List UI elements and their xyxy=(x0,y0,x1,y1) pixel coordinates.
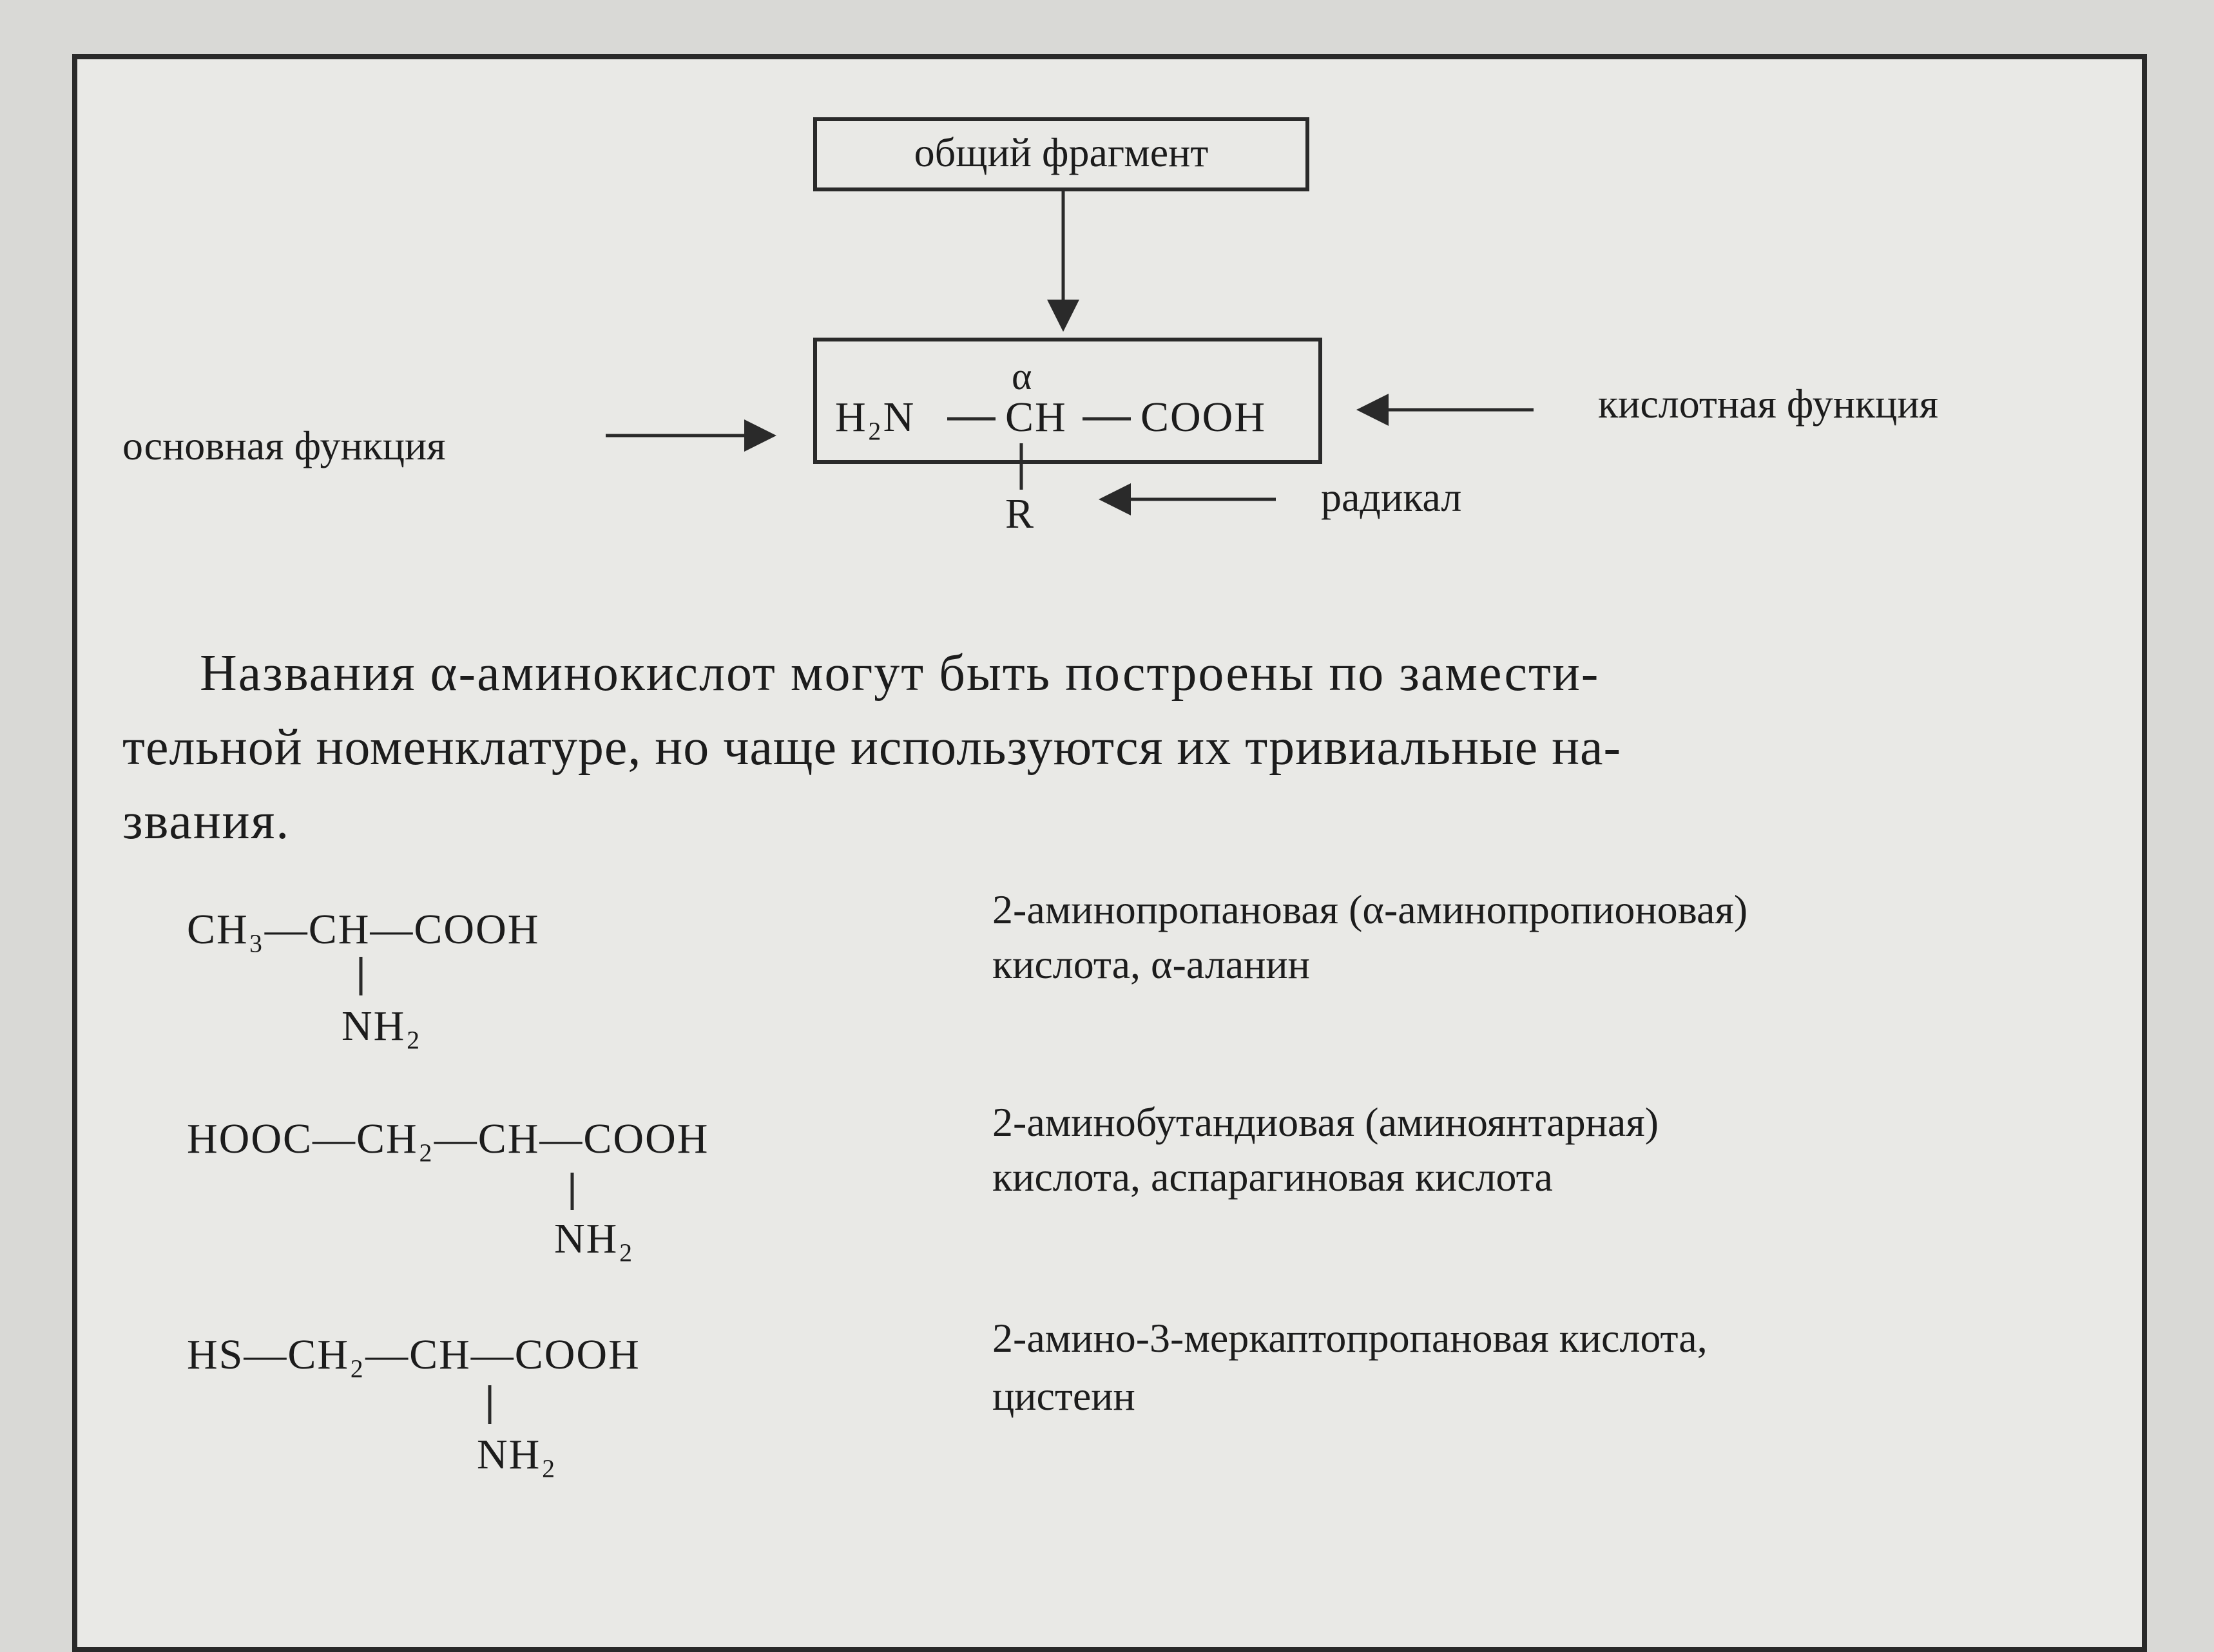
alanine-nh2: NH₂ xyxy=(342,1003,422,1050)
cysteine-name-line-2: цистеин xyxy=(992,1373,1135,1419)
aspartic-name-line-1: 2-аминобутандиовая (аминоянтарная) xyxy=(992,1099,1659,1145)
cysteine-formula: HS—CH₂—CH—COOH xyxy=(187,1331,640,1378)
acid-function-label: кислотная функция xyxy=(1598,381,1939,427)
basic-function-label: основная функция xyxy=(122,423,446,468)
paragraph-line-3: звания. xyxy=(122,793,291,850)
cysteine-nh2: NH₂ xyxy=(477,1431,557,1478)
paragraph-line-2: тельной номенклатуре, но чаще используются их тривиальные на- xyxy=(122,719,1622,776)
alanine-formula: CH₃—CH—COOH xyxy=(187,906,540,953)
aspartic-name-line-2: кислота, аспарагиновая кислота xyxy=(992,1154,1553,1200)
formula-r: R xyxy=(1005,490,1035,537)
aspartic-formula: HOOC—CH₂—CH—COOH xyxy=(187,1115,709,1162)
alanine-name-line-1: 2-аминопропановая (α-аминопропионовая) xyxy=(992,887,1748,932)
formula-ch: CH xyxy=(1005,394,1067,441)
radical-label: радикал xyxy=(1321,474,1462,520)
alpha-label: α xyxy=(1012,355,1032,398)
formula-h2n: H₂N xyxy=(835,394,916,441)
aspartic-nh2: NH₂ xyxy=(554,1215,635,1262)
alanine-name-line-2: кислота, α-аланин xyxy=(992,941,1310,987)
cysteine-name-line-1: 2-амино-3-меркаптопропановая кислота, xyxy=(992,1315,1708,1361)
paragraph-line-1: Названия α-аминокислот могут быть построены по замести- xyxy=(200,645,1600,702)
common-fragment-label: общий фрагмент xyxy=(914,130,1209,175)
formula-cooh: COOH xyxy=(1141,394,1267,441)
